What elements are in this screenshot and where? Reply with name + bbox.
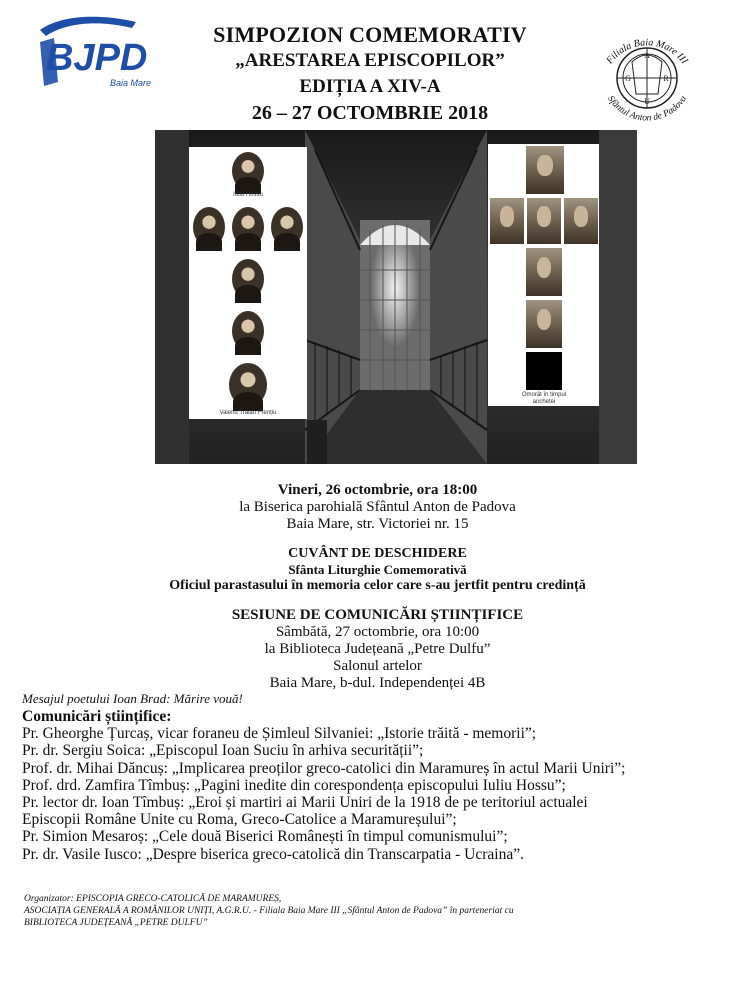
communication-item: Pr. dr. Vasile Iusco: „Despre biserica greco-catolică din Transcarpatia - Ucraina”. — [22, 845, 524, 863]
organizer-line: ASOCIAȚIA GENERALĂ A ROMÂNILOR UNIȚI, A.G.R.U. - Filiala Baia Mare III „Sfântul Anton de Padova” în parteneriat cu — [24, 906, 514, 916]
portrait-caption: Iuliu Hossu — [233, 192, 263, 198]
martyr-portrait — [564, 198, 598, 244]
session-place: la Biblioteca Județeană „Petre Dulfu” — [264, 641, 491, 657]
martyr-portrait — [527, 198, 561, 244]
session-hall: Salonul artelor — [333, 658, 422, 674]
martyr-portrait — [490, 198, 524, 244]
friday-place: la Biserica parohială Sfântul Anton de Padova — [239, 499, 516, 515]
friday-date: Vineri, 26 octombrie, ora 18:00 — [277, 482, 478, 498]
session-title: SESIUNE DE COMUNICĂRI ȘTIINȚIFICE — [231, 607, 524, 623]
opening-title: CUVÂNT DE DESCHIDERE — [288, 546, 467, 561]
martyrs-portraits-panel — [488, 144, 599, 406]
communications-section — [22, 691, 625, 863]
communication-item: Pr. Simion Mesaroș: „Cele două Biserici Românești în timpul comunismului”; — [22, 828, 508, 846]
unknown-martyr-placeholder — [526, 352, 562, 390]
friday-section — [0, 482, 755, 533]
bishop-portrait — [232, 259, 264, 299]
bjpd-logo-text: BJPD — [46, 37, 148, 79]
event-header — [150, 22, 590, 126]
seal-top-text: Filiala Baia Mare III — [604, 37, 690, 67]
opening-section — [0, 545, 755, 594]
event-edition: EDIȚIA A XIV-A — [299, 76, 441, 97]
bishop-portrait — [232, 311, 264, 351]
communication-item: Pr. lector dr. Ioan Tîmbuș: „Eroi și martiri ai Marii Uniri de la 1918 de pe teritoriul actualei — [22, 794, 588, 812]
organizer-line: BIBLIOTECA JUDEȚEANĂ „PETRE DULFU” — [24, 918, 208, 928]
seal-letter-u: U — [644, 97, 650, 106]
bishop-portrait — [229, 363, 267, 407]
bishop-portrait — [193, 207, 225, 247]
martyr-portrait — [526, 248, 562, 296]
friday-address: Baia Mare, str. Victoriei nr. 15 — [286, 516, 469, 532]
prison-corridor-photo — [155, 130, 637, 464]
seal-letter-a: A — [644, 51, 650, 60]
session-section — [0, 607, 755, 692]
communication-item-continued: Episcopii Române Unite cu Roma, Greco-Catolice a Maramureșului”; — [22, 811, 457, 829]
portrait-caption: Omorât în timpul anchetei — [521, 392, 567, 405]
organizer-section — [24, 893, 514, 929]
bishops-portraits-panel — [189, 147, 307, 419]
agru-seal-logo — [588, 18, 706, 136]
session-address: Baia Mare, b-dul. Independenței 4B — [269, 675, 486, 691]
event-dates: 26 – 27 OCTOMBRIE 2018 — [251, 102, 489, 124]
event-title: SIMPOZION COMEMORATIV — [213, 22, 527, 47]
session-date: Sâmbătă, 27 octombrie, ora 10:00 — [275, 624, 480, 640]
communication-item: Pr. dr. Sergiu Soica: „Episcopul Ioan Suciu în arhiva securității”; — [22, 742, 424, 760]
communications-heading: Comunicări științifice: — [22, 708, 172, 725]
bishop-portrait — [232, 152, 264, 190]
opening-office: Oficiul parastasului în memoria celor care s-au jertfit pentru credință — [169, 578, 586, 593]
communication-item: Prof. dr. Mihai Dăncuș: „Implicarea preoților greco-catolici din Maramureș în actul Marii Uniri”; — [22, 759, 626, 777]
portrait-caption: Valeriu Traian Frențiu — [219, 410, 277, 416]
communication-item: Pr. Gheorghe Țurcaș, vicar foraneu de Șimleul Silvaniei: „Istorie trăită - memorii”; — [22, 725, 537, 743]
bishop-portrait — [232, 207, 264, 247]
event-subtitle: „ARESTAREA EPISCOPILOR” — [235, 50, 505, 71]
seal-letter-g: G — [625, 74, 631, 83]
bjpd-logo-subtext: Baia Mare — [110, 78, 152, 88]
bishop-portrait — [271, 207, 303, 247]
bjpd-logo — [32, 12, 152, 94]
opening-liturgy: Sfânta Liturghie Comemorativă — [288, 562, 467, 577]
poet-message: Mesajul poetului Ioan Brad: Mărire vouă! — [22, 691, 243, 706]
communication-item: Prof. drd. Zamfira Tîmbuș: „Pagini inedite din corespondența episcopului Iuliu Hossu”; — [22, 776, 566, 794]
seal-bottom-text: Sfântul Anton de Padova — [605, 94, 689, 124]
organizer-line: Organizator: EPISCOPIA GRECO-CATOLICĂ DE MARAMUREȘ, — [24, 894, 282, 904]
seal-letter-r: R — [663, 74, 669, 83]
martyr-portrait — [526, 146, 564, 194]
martyr-portrait — [526, 300, 562, 348]
